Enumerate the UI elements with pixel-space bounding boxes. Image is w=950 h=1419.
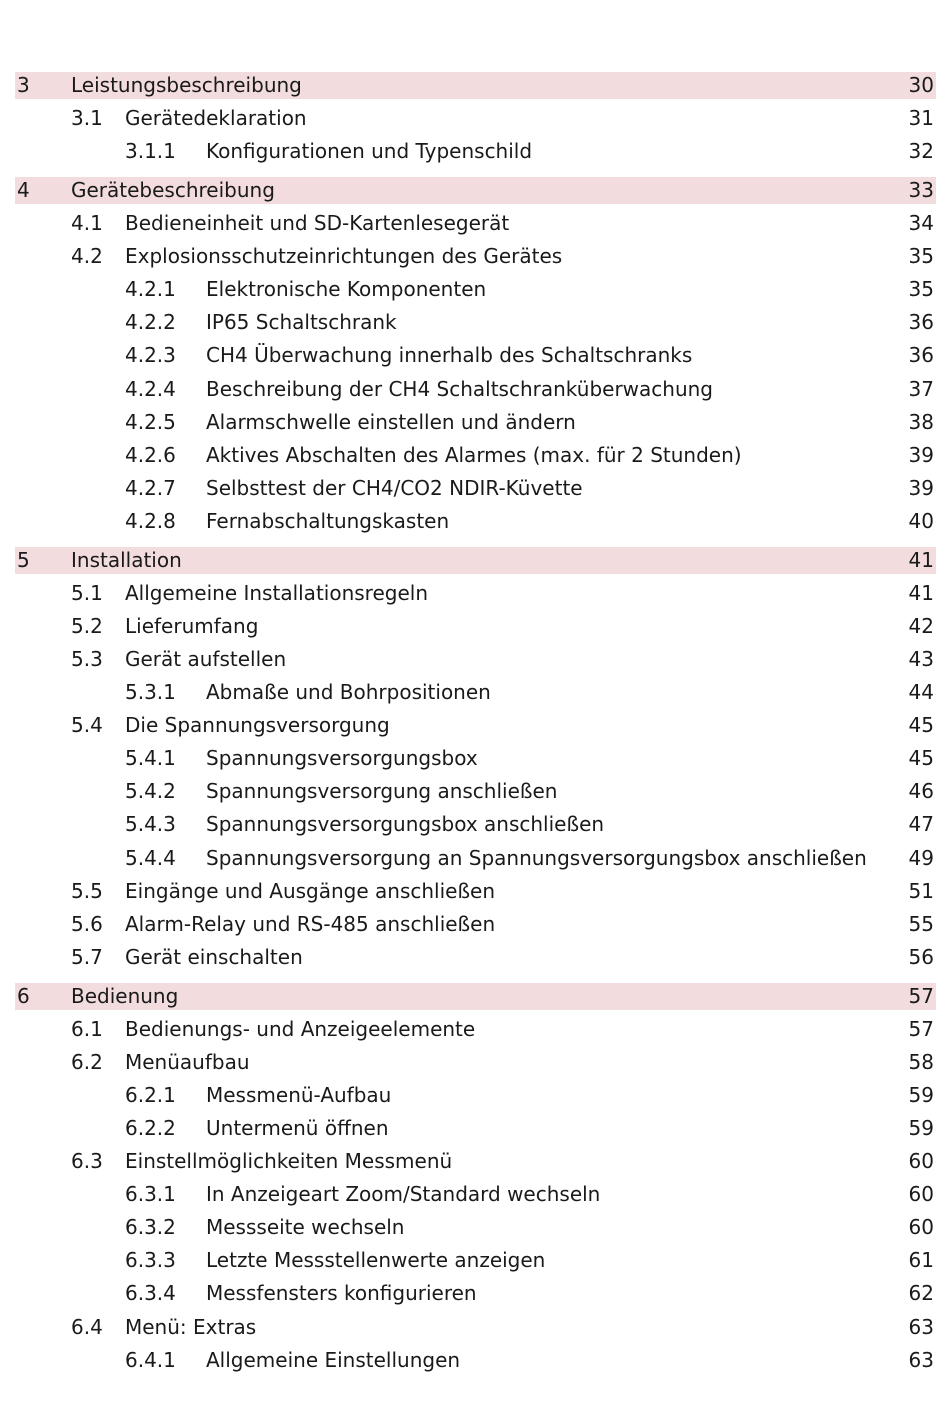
toc-subsection-row[interactable]: [15, 1082, 936, 1109]
toc-entry-title: Lieferumfang: [125, 613, 259, 638]
toc-entry-page: 60: [908, 1149, 934, 1173]
toc-entry-number: 6.1: [71, 1016, 103, 1041]
toc-entry-page: 40: [908, 508, 934, 533]
toc-entry-title: Alarm-Relay und RS-485 anschließen: [125, 911, 496, 936]
toc-entry-page: 30: [908, 73, 934, 97]
toc-entry-page: 39: [908, 442, 934, 467]
toc-subsection-row[interactable]: [15, 811, 936, 838]
toc-entry-number: 6.3.4: [125, 1281, 176, 1306]
toc-entry-page: 45: [908, 746, 934, 771]
toc-entry-title: Gerät einschalten: [125, 944, 303, 969]
toc-entry-title: CH4 Überwachung innerhalb des Schaltschranks: [206, 343, 693, 368]
toc-entry-title: Eingänge und Ausgänge anschließen: [125, 878, 496, 903]
toc-section-row[interactable]: [15, 1148, 936, 1175]
toc-entry-title: Aktives Abschalten des Alarmes (max. für 2 Stunden): [206, 442, 742, 467]
toc-entry-number: 4.2.6: [125, 442, 176, 467]
toc-entry-page: 39: [908, 475, 934, 500]
toc-subsection-row[interactable]: [15, 1280, 936, 1307]
toc-entry-title: Untermenü öffnen: [206, 1115, 389, 1140]
toc-subsection-row[interactable]: [15, 1181, 936, 1208]
toc-section-row[interactable]: [15, 243, 936, 270]
toc-section-row[interactable]: [15, 878, 936, 905]
toc-entry-number: 4.2.4: [125, 376, 176, 401]
toc-entry-number: 6.3.3: [125, 1248, 176, 1273]
toc-subsection-row[interactable]: [15, 309, 936, 336]
toc-entry-number: 6.3.2: [125, 1215, 176, 1240]
toc-entry-title: Bedienung: [71, 983, 179, 1008]
toc-entry-number: 4.2.8: [125, 508, 176, 533]
toc-section-row[interactable]: [15, 210, 936, 237]
toc-entry-title: Messmenü-Aufbau: [206, 1082, 392, 1107]
toc-subsection-row[interactable]: [15, 409, 936, 436]
toc-entry-number: 3: [17, 73, 30, 97]
toc-subsection-row[interactable]: [15, 745, 936, 772]
toc-entry-number: 4.2: [71, 244, 103, 269]
toc-entry-title: Fernabschaltungskasten: [206, 508, 450, 533]
toc-entry-number: 3.1: [71, 106, 103, 131]
toc-subsection-row[interactable]: [15, 1115, 936, 1142]
toc-entry-number: 6.2: [71, 1049, 103, 1074]
toc-entry-title: Menüaufbau: [125, 1049, 250, 1074]
toc-section-row[interactable]: [15, 1314, 936, 1341]
toc-subsection-row[interactable]: [15, 1347, 936, 1374]
toc-entry-page: 55: [908, 911, 934, 936]
toc-entry-page: 47: [908, 812, 934, 837]
toc-entry-page: 36: [908, 343, 934, 368]
toc-entry-title: Die Spannungsversorgung: [125, 713, 390, 738]
toc-entry-title: Messfensters konfigurieren: [206, 1281, 477, 1306]
toc-entry-page: 37: [908, 376, 934, 401]
toc-entry-number: 6.3: [71, 1149, 103, 1173]
toc-entry-number: 6.2.2: [125, 1115, 176, 1140]
toc-entry-title: Abmaße und Bohrpositionen: [206, 680, 491, 704]
toc-entry-page: 63: [908, 1314, 934, 1339]
toc-entry-number: 4.2.2: [125, 310, 176, 335]
toc-entry-page: 60: [908, 1182, 934, 1207]
toc-subsection-row[interactable]: [15, 508, 936, 535]
toc-entry-title: Einstellmöglichkeiten Messmenü: [125, 1149, 453, 1173]
toc-entry-number: 4.2.7: [125, 475, 176, 500]
toc-section-row[interactable]: [15, 1049, 936, 1076]
toc-entry-page: 60: [908, 1215, 934, 1240]
toc-entry-page: 61: [908, 1248, 934, 1273]
toc-entry-title: Spannungsversorgungsbox anschließen: [206, 812, 605, 837]
toc-section-row[interactable]: [15, 646, 936, 673]
toc-entry-page: 38: [908, 409, 934, 434]
toc-entry-number: 5: [17, 547, 30, 572]
toc-entry-number: 6.3.1: [125, 1182, 176, 1207]
toc-entry-number: 5.4: [71, 713, 103, 738]
toc-entry-page: 35: [908, 244, 934, 269]
toc-entry-page: 35: [908, 277, 934, 302]
toc-entry-page: 32: [908, 139, 934, 164]
toc-subsection-row[interactable]: [15, 376, 936, 403]
toc-entry-number: 4: [17, 177, 30, 202]
toc-entry-number: 5.4.3: [125, 812, 176, 837]
toc-entry-number: 3.1.1: [125, 139, 176, 164]
toc-entry-page: 31: [908, 106, 934, 131]
toc-entry-page: 36: [908, 310, 934, 335]
toc-entry-page: 49: [908, 845, 934, 870]
toc-entry-number: 6.4: [71, 1314, 103, 1339]
toc-entry-title: Menü: Extras: [125, 1314, 257, 1339]
toc-entry-page: 44: [908, 680, 934, 704]
toc-entry-number: 5.2: [71, 613, 103, 638]
toc-section-row[interactable]: [15, 712, 936, 739]
toc-subsection-row[interactable]: [15, 475, 936, 502]
toc-entry-title: In Anzeigeart Zoom/Standard wechseln: [206, 1182, 601, 1207]
toc-subsection-row[interactable]: [15, 442, 936, 469]
toc-entry-number: 5.6: [71, 911, 103, 936]
toc-entry-number: 5.4.1: [125, 746, 176, 771]
toc-entry-title: Spannungsversorgung anschließen: [206, 779, 558, 804]
toc-entry-page: 57: [908, 983, 934, 1008]
toc-entry-number: 4.2.3: [125, 343, 176, 368]
toc-entry-number: 5.3.1: [125, 680, 176, 704]
toc-subsection-row[interactable]: [15, 679, 936, 706]
toc-entry-title: Spannungsversorgung an Spannungsversorgungsbox anschließen: [206, 845, 867, 870]
toc-entry-title: Messseite wechseln: [206, 1215, 405, 1240]
toc-chapter-row[interactable]: [15, 983, 936, 1010]
toc-entry-title: Installation: [71, 547, 182, 572]
toc-entry-page: 34: [908, 211, 934, 235]
toc-entry-title: Alarmschwelle einstellen und ändern: [206, 409, 576, 434]
toc-entry-page: 43: [908, 646, 934, 671]
toc-entry-number: 6: [17, 983, 30, 1008]
toc-entry-page: 62: [908, 1281, 934, 1306]
toc-chapter-row[interactable]: [15, 547, 936, 574]
toc-entry-page: 51: [908, 878, 934, 903]
toc-entry-number: 5.5: [71, 878, 103, 903]
toc-section-row[interactable]: [15, 944, 936, 971]
toc-subsection-row[interactable]: [15, 1214, 936, 1241]
toc-section-row[interactable]: [15, 613, 936, 640]
toc-entry-title: Elektronische Komponenten: [206, 277, 487, 302]
toc-entry-title: Gerätebeschreibung: [71, 177, 275, 202]
toc-entry-page: 58: [908, 1049, 934, 1074]
toc-section-row[interactable]: [15, 105, 936, 132]
toc-entry-number: 4.1: [71, 211, 103, 235]
toc-chapter-row[interactable]: [15, 177, 936, 204]
toc-entry-title: IP65 Schaltschrank: [206, 310, 397, 335]
toc-section-row[interactable]: [15, 580, 936, 607]
toc-entry-page: 59: [908, 1115, 934, 1140]
toc-entry-title: Spannungsversorgungsbox: [206, 746, 478, 771]
toc-entry-title: Beschreibung der CH4 Schaltschranküberwachung: [206, 376, 713, 401]
toc-entry-title: Bedienungs- und Anzeigeelemente: [125, 1016, 476, 1041]
toc-subsection-row[interactable]: [15, 1247, 936, 1274]
toc-entry-page: 33: [908, 177, 934, 202]
toc-entry-title: Leistungsbeschreibung: [71, 73, 302, 97]
toc-entry-title: Bedieneinheit und SD-Kartenlesegerät: [125, 211, 510, 235]
toc-entry-number: 5.4.4: [125, 845, 176, 870]
toc-entry-page: 41: [908, 547, 934, 572]
toc-entry-title: Gerätedeklaration: [125, 106, 307, 131]
toc-entry-number: 5.4.2: [125, 779, 176, 804]
toc-entry-title: Explosionsschutzeinrichtungen des Gerätes: [125, 244, 563, 269]
toc-entry-page: 56: [908, 944, 934, 969]
toc-entry-page: 63: [908, 1347, 934, 1372]
toc-chapter-row[interactable]: [15, 72, 936, 99]
toc-entry-number: 4.2.1: [125, 277, 176, 302]
toc-entry-page: 57: [908, 1016, 934, 1041]
toc-entry-title: Allgemeine Einstellungen: [206, 1347, 461, 1372]
toc-entry-number: 6.2.1: [125, 1082, 176, 1107]
toc-subsection-row[interactable]: [15, 138, 936, 165]
toc-section-row[interactable]: [15, 1016, 936, 1043]
toc-subsection-row[interactable]: [15, 276, 936, 303]
toc-entry-title: Allgemeine Installationsregeln: [125, 580, 428, 605]
toc-entry-title: Selbsttest der CH4/CO2 NDIR-Küvette: [206, 475, 583, 500]
toc-entry-number: 6.4.1: [125, 1347, 176, 1372]
toc-entry-page: 59: [908, 1082, 934, 1107]
toc-section-row[interactable]: [15, 911, 936, 938]
toc-subsection-row[interactable]: [15, 342, 936, 369]
toc-entry-page: 42: [908, 613, 934, 638]
toc-subsection-row[interactable]: [15, 778, 936, 805]
toc-entry-number: 4.2.5: [125, 409, 176, 434]
toc-entry-title: Konfigurationen und Typenschild: [206, 139, 533, 164]
toc-entry-page: 41: [908, 580, 934, 605]
toc-subsection-row[interactable]: [15, 845, 936, 872]
toc-entry-page: 45: [908, 713, 934, 738]
toc-entry-title: Letzte Messstellenwerte anzeigen: [206, 1248, 546, 1273]
toc-entry-number: 5.1: [71, 580, 103, 605]
toc-entry-page: 46: [908, 779, 934, 804]
toc-entry-number: 5.3: [71, 646, 103, 671]
toc-entry-number: 5.7: [71, 944, 103, 969]
toc-entry-title: Gerät aufstellen: [125, 646, 287, 671]
